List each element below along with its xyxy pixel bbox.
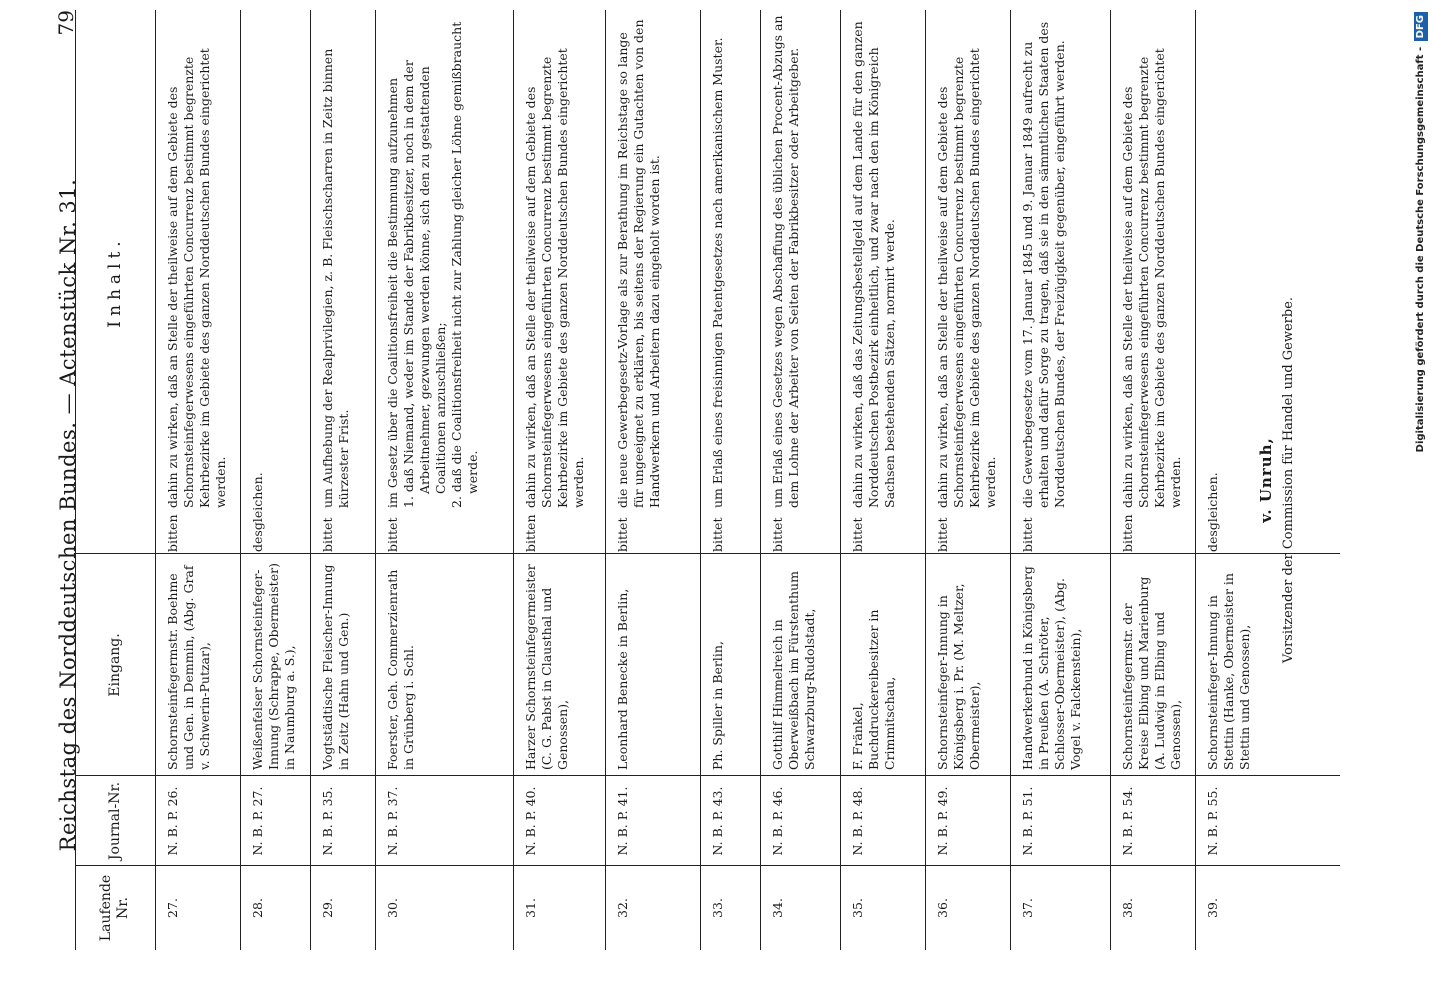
column-rule	[75, 553, 1340, 554]
running-title: Reichstag des Norddeutschen Bundes. — Actenstück Nr. 31.	[56, 178, 80, 852]
petitioner: Schornsteinfeger-Innung in Stettin (Hanke, Obermeister in Stettin und Genossen),	[1205, 573, 1252, 770]
row-number: 38.	[1120, 898, 1135, 918]
petition-table	[75, 10, 1340, 950]
petitioner: Vogtstädtische Fleischer-Innung in Zeitz (Hahn und Gen.)	[320, 564, 351, 770]
petition-content: um Erlaß eines freisinnigen Patentgesetzes nach amerikanischem Muster.	[710, 37, 725, 508]
row-rule	[375, 10, 376, 950]
row-rule	[605, 10, 606, 950]
petition-intro: im Gesetz über die Coalitionsfreiheit die Bestimmung aufzunehmen	[385, 77, 400, 508]
journal-number: N. B. P. 48.	[850, 786, 865, 856]
row-number: 33.	[710, 898, 725, 918]
row-rule	[1110, 10, 1111, 950]
header-bottom-rule	[155, 10, 156, 950]
page-number: 79	[54, 10, 78, 36]
journal-number: N. B. P. 49.	[935, 786, 950, 856]
petitioner: F. Fränkel, Buchdruckereibesitzer in Crimmitschau,	[850, 609, 897, 770]
row-number: 34.	[770, 898, 785, 918]
petition-content: dahin zu wirken, daß an Stelle der theilweise auf dem Gebiete des Schornsteinfegerwesens eingeführten Concurrenz bestimmt begrenzte Kehrbezirke im Gebiete des ganzen Norddeutschen Bundes eingerichtet werden.	[165, 48, 228, 508]
petitioner: Schornsteinfegermstr. Boehme und Gen. in Demmin, (Abg. Graf v. Schwerin-Putzar),	[165, 565, 212, 770]
row-number: 35.	[850, 898, 865, 918]
request-verb: bittet	[770, 517, 785, 552]
signer-title: Vorsitzender der Commission für Handel und Gewerbe.	[1281, 296, 1296, 664]
request-verb: bittet	[1020, 517, 1035, 552]
row-rule	[760, 10, 761, 950]
journal-number: N. B. P. 46.	[770, 786, 785, 856]
row-number: 37.	[1020, 898, 1035, 918]
petitioner: Harzer Schornsteinfegermeister (C. G. Pabst in Clausthal und Genossen),	[523, 564, 570, 770]
row-rule	[1010, 10, 1011, 950]
petition-content: dahin zu wirken, daß das Zeitungsbestellgeld auf dem Lande für den ganzen Norddeutschen Postbezirk einheitlich, und zwar nach den im Königreich Sachsen bestehenden Sätzen, normirt werde.	[850, 21, 897, 508]
request-verb: bitten	[165, 514, 180, 552]
request-verb: bittet	[320, 517, 335, 552]
watermark-text: Digitalisierung gefördert durch die Deutsche Forschungsgemeinschaft -	[1415, 46, 1426, 453]
row-rule	[700, 10, 701, 950]
petitioner: Schornsteinfegermstr. der Kreise Elbing und Marienburg (A. Ludwig in Elbing und Genossen),	[1120, 576, 1183, 770]
journal-number: N. B. P. 40.	[523, 786, 538, 856]
column-header-num: Laufende Nr.	[98, 874, 131, 942]
petitioner: Leonhard Benecke in Berlin,	[615, 588, 630, 770]
journal-number: N. B. P. 43.	[710, 786, 725, 856]
petitioner: Ph. Spiller in Berlin,	[710, 641, 725, 770]
dfg-logo: DFG	[1414, 12, 1428, 41]
row-number: 31.	[523, 898, 538, 918]
request-verb: bitten	[523, 514, 538, 552]
row-rule	[240, 10, 241, 950]
petition-content: die neue Gewerbegesetz-Vorlage als zur Berathung im Reichstage so lange für ungeeignet zu erklären, bis seitens der Regierung ein Gutachten von den Handwerkern und Arbeitern dazu eingeholt worden ist.	[615, 19, 662, 508]
journal-number: N. B. P. 35.	[320, 786, 335, 856]
column-header-inhalt: Inhalt.	[104, 236, 125, 328]
request-verb: desgleichen.	[1205, 472, 1220, 552]
petition-point-1: 1. daß Niemand, weder im Stande der Fabrikbesitzer, noch in dem der Arbeitnehmer, gezwungen werden könne, sich den zu gestattenden Coalitionen anzuschließen;	[401, 60, 448, 508]
petitioner: Handwerkerbund in Königsberg in Preußen (A. Schröter, Schlosser-Obermeister), (Abg. Vogel v. Falckenstein),	[1020, 566, 1083, 770]
petitioner: Weißenfelser Schornsteinfeger-Innung (Schrappe, Obermeister) in Naumburg a. S.),	[250, 563, 297, 770]
request-verb: bitten	[1120, 514, 1135, 552]
petition-content: um Aufhebung der Realprivilegien, z. B. Fleischscharren in Zeitz binnen kürzester Frist.	[320, 48, 351, 508]
journal-number: N. B. P. 41.	[615, 786, 630, 856]
petition-content: die Gewerbegesetze vom 17. Januar 1845 und 9. Januar 1849 aufrecht zu erhalten und dafür Sorge zu tragen, daß sie in den sämmtlichen Staaten des Norddeutschen Bundes, der Freizügigkeit gegenüber, eingeführt werden.	[1020, 21, 1067, 508]
journal-number: N. B. P. 51.	[1020, 786, 1035, 856]
row-rule	[925, 10, 926, 950]
row-number: 27.	[165, 898, 180, 918]
petition-content: dahin zu wirken, daß an Stelle der theilweise auf dem Gebiete des Schornsteinfegerwesens eingeführten Concurrenz bestimmt begrenzte Kehrbezirke im Gebiete des ganzen Norddeutschen Bundes eingerichtet werden.	[1120, 48, 1183, 508]
signer-name: v. Unruh,	[1257, 437, 1275, 523]
column-header-eingang: Eingang.	[106, 633, 123, 697]
row-number: 29.	[320, 898, 335, 918]
request-verb: bittet	[615, 517, 630, 552]
petition-point-2: 2. daß die Coalitionsfreiheit nicht zur Zahlung gleicher Löhne gemißbraucht werde.	[449, 21, 480, 508]
row-number: 36.	[935, 898, 950, 918]
petition-content: um Erlaß eines Gesetzes wegen Abschaffung des üblichen Procent-Abzugs an dem Lohne der Arbeiter von Seiten der Fabrikbesitzer oder Arbeitgeber.	[770, 15, 801, 508]
journal-number: N. B. P. 27.	[250, 786, 265, 856]
petitioner: Gotthilf Himmelreich in Oberweißbach im Fürstenthum Schwarzburg-Rudolstadt,	[770, 571, 817, 770]
petition-content	[385, 12, 481, 508]
row-rule	[840, 10, 841, 950]
petitioner: Foerster, Geh. Commerzienrath in Grünberg i. Schl.	[385, 569, 416, 770]
row-rule	[310, 10, 311, 950]
petition-content: dahin zu wirken, daß an Stelle der theilweise auf dem Gebiete des Schornsteinfegerwesens eingeführten Concurrenz bestimmt begrenzte Kehrbezirke im Gebiete des ganzen Norddeutschen Bundes eingerichtet werden.	[523, 48, 586, 508]
petition-content: dahin zu wirken, daß an Stelle der theilweise auf dem Gebiete des Schornsteinfegerwesens eingeführten Concurrenz bestimmt begrenzte Kehrbezirke im Gebiete des ganzen Norddeutschen Bundes eingerichtet werden.	[935, 48, 998, 508]
journal-number: N. B. P. 26.	[165, 786, 180, 856]
request-verb: bittet	[385, 517, 400, 552]
column-header-journal: Journal-Nr.	[106, 781, 123, 861]
journal-number: N. B. P. 37.	[385, 786, 400, 856]
row-number: 30.	[385, 898, 400, 918]
row-rule	[513, 10, 514, 950]
journal-number: N. B. P. 54.	[1120, 786, 1135, 856]
petitioner: Schornsteinfeger-Innung in Königsberg i. Pr. (M. Meltzer, Obermeister),	[935, 583, 982, 770]
row-number: 32.	[615, 898, 630, 918]
row-number: 28.	[250, 898, 265, 918]
journal-number: N. B. P. 55.	[1205, 786, 1220, 856]
request-verb: bittet	[710, 517, 725, 552]
request-verb: desgleichen.	[250, 472, 265, 552]
request-verb: bittet	[850, 517, 865, 552]
row-rule	[1195, 10, 1196, 950]
row-number: 39.	[1205, 898, 1220, 918]
request-verb: bittet	[935, 517, 950, 552]
dfg-watermark	[1410, 0, 1432, 1000]
